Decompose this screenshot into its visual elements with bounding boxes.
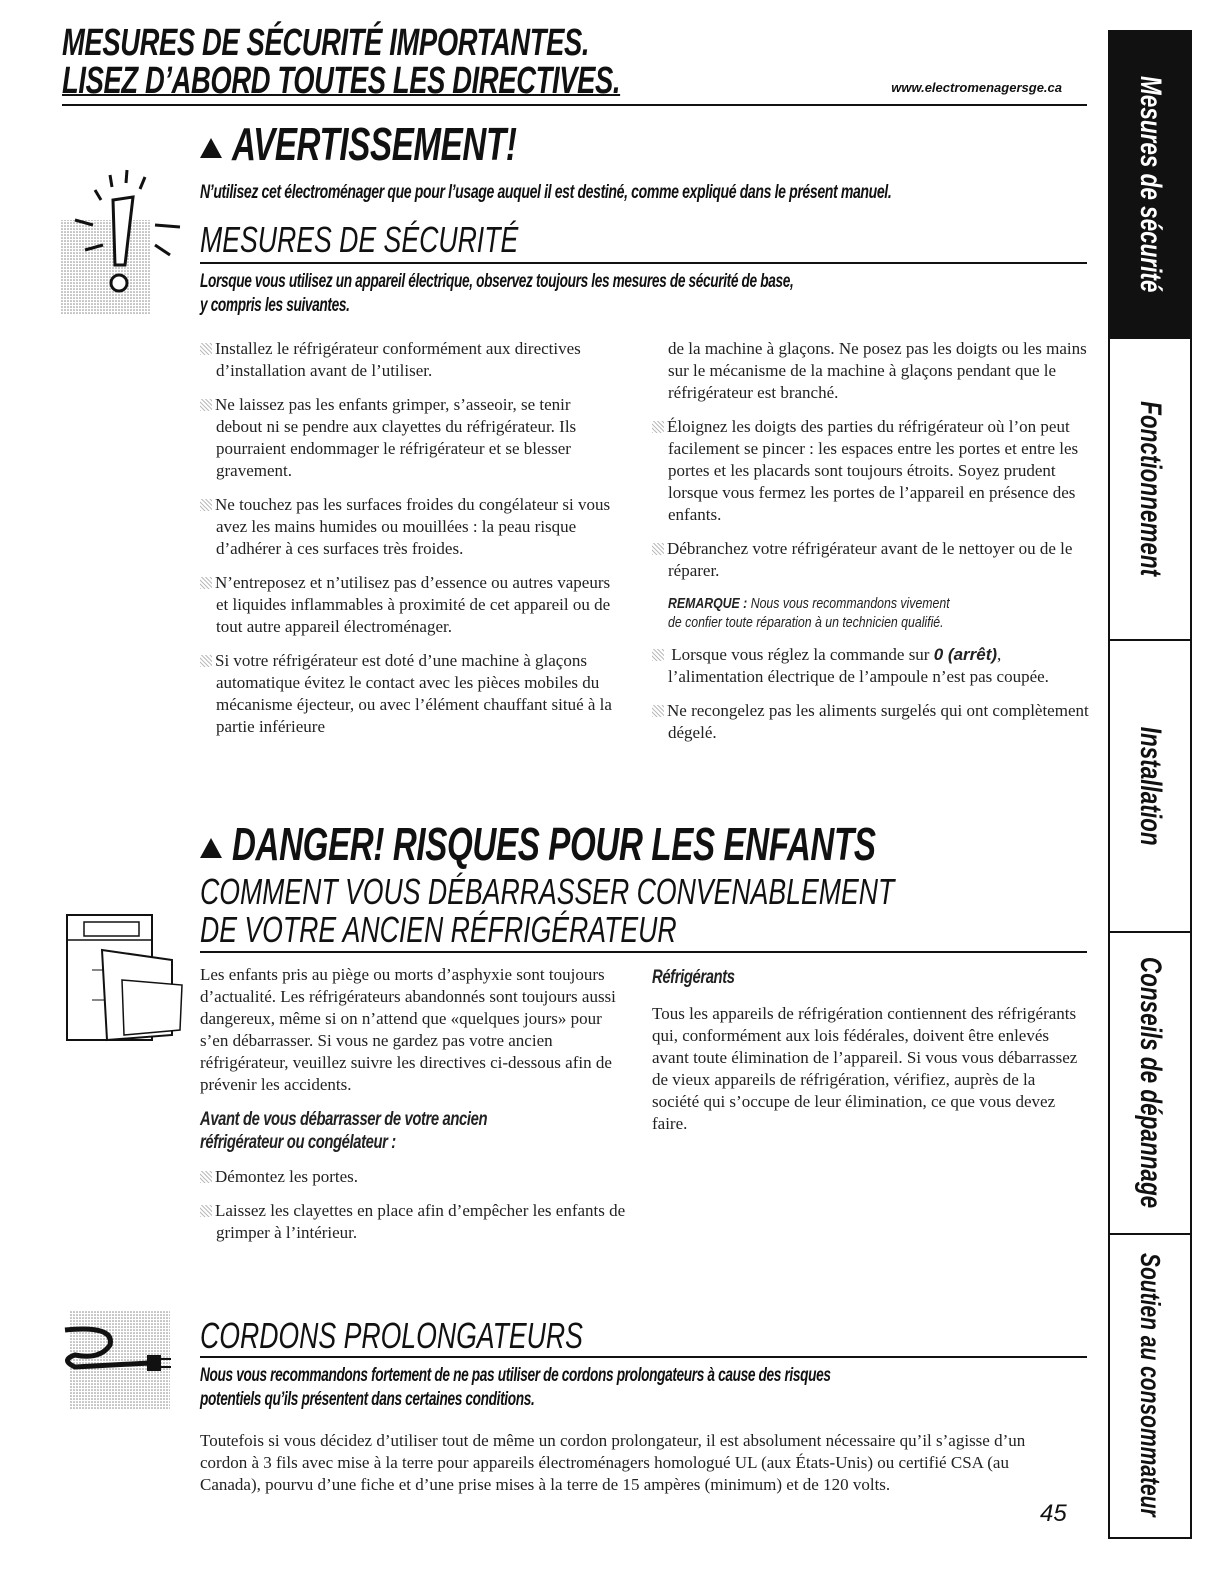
safety-item: Ne recongelez pas les aliments surgelés qui ont complètement dégelé.	[652, 700, 1092, 744]
tab-installation[interactable]: Installation	[1110, 641, 1190, 933]
danger-body: Les enfants pris au piège ou morts d’asphyxie sont toujours d’actualité. Les réfrigérateurs abandonnés sont toujours aussi dangereux, même si on n’attend que «quelques jours» pour s’en débarrasser. Si vous ne gardez pas votre ancien réfrigérateur, veuillez suivre les directives ci-dessous afin de prévenir les accidents.	[200, 965, 616, 1094]
safety-rule	[200, 262, 1087, 264]
tab-conseils-de-depannage[interactable]: Conseils de dépannage	[1110, 933, 1190, 1235]
safety-item: Débranchez votre réfrigérateur avant de le nettoyer ou de le réparer.	[652, 538, 1092, 582]
header-rule	[62, 104, 1087, 106]
tab-fonctionnement[interactable]: Fonctionnement	[1110, 339, 1190, 641]
tab-mesures-de-securite[interactable]: Mesures de sécurité	[1110, 32, 1190, 339]
danger-heading: DANGER! RISQUES POUR LES ENFANTS	[200, 818, 1126, 870]
cords-lead-2: potentiels qu’ils présentent dans certaines conditions.	[200, 1389, 535, 1410]
refrigerants-column	[652, 966, 1082, 1147]
tab-soutien-au-consommateur[interactable]: Soutien au consommateur	[1135, 1253, 1166, 1517]
page-header-line2: LISEZ D’ABORD TOUTES LES DIRECTIVES.	[62, 60, 621, 102]
exclamation-illustration-icon	[55, 165, 185, 315]
off-setting: 0 (arrêt)	[933, 645, 998, 664]
warning-triangle-icon	[200, 838, 222, 858]
section-tabs	[1108, 30, 1192, 1539]
page-header-line1: MESURES DE SÉCURITÉ IMPORTANTES.	[62, 22, 590, 64]
disposal-step: Laissez les clayettes en place afin d’empêcher les enfants de grimper à l’intérieur.	[200, 1200, 630, 1244]
safety-lead-1: Lorsque vous utilisez un appareil électrique, observez toujours les mesures de sécurité de base,	[200, 271, 794, 292]
warning-heading: AVERTISSEMENT!	[200, 118, 627, 170]
cords-rule	[200, 1356, 1087, 1358]
warning-intro: N’utilisez cet électroménager que pour l’usage auquel il est destiné, comme expliqué dans le présent manuel.	[200, 182, 892, 203]
danger-rule	[200, 951, 1087, 953]
refrigerator-illustration-icon	[62, 910, 192, 1050]
safety-title: MESURES DE SÉCURITÉ	[200, 219, 519, 260]
safety-left-column	[200, 338, 620, 750]
note: REMARQUE : Nous vous recommandons vivement de confier toute réparation à un technicien qualifié.	[668, 595, 950, 631]
refrigerants-body: Tous les appareils de réfrigération contiennent des réfrigérants qui, conformément aux lois fédérales, doivent être enlevés avant toute élimination de l’appareil. Si vous vous débarrassez de vieux appareils de réfrigération, vérifiez, auprès de la société qui s’occupe de leur élimination, ce que vous devez faire.	[652, 1004, 1078, 1133]
power-cord-illustration-icon	[55, 1305, 180, 1410]
website-link[interactable]: www.electromenagersge.ca	[891, 80, 1062, 95]
safety-right-column	[652, 338, 1092, 756]
cords-body: Toutefois si vous décidez d’utiliser tout de même un cordon prolongateur, il est absolument nécessaire qu’il s’agisse d’un cordon à 3 fils avec mise à la terre pour appareils électroménagers homologué UL (aux États-Unis) ou certifié CSA (au Canada), pourvu d’une fiche et d’une prise mises à la terre de 15 ampères (minimum) et de 120 volts.	[200, 1431, 1026, 1494]
safety-item: Si votre réfrigérateur est doté d’une machine à glaçons automatique évitez le contact avec les pièces mobiles du mécanisme éjecteur, ou avec l’élément chauffant situé à la partie inférieure	[200, 650, 620, 738]
danger-left-column	[200, 964, 630, 1256]
warning-triangle-icon	[200, 138, 222, 158]
safety-item-continuation: de la machine à glaçons. Ne posez pas les doigts ou les mains sur le mécanisme de la machine à glaçons pendant que le réfrigérateur est branché.	[668, 339, 1087, 402]
refrigerants-title: Réfrigérants	[652, 967, 735, 988]
note-label: REMARQUE :	[668, 595, 748, 612]
cords-lead-1: Nous vous recommandons fortement de ne pas utiliser de cordons prolongateurs à cause des risques	[200, 1365, 831, 1386]
safety-item: Lorsque vous réglez la commande sur 0 (arrêt), l’alimentation électrique de l’ampoule n’est pas coupée.	[652, 644, 1092, 688]
danger-subtitle-1: COMMENT VOUS DÉBARRASSER CONVENABLEMENT	[200, 871, 895, 912]
safety-lead-2: y compris les suivantes.	[200, 295, 350, 316]
page-number: 45	[1040, 1500, 1067, 1527]
disposal-step: Démontez les portes.	[200, 1166, 630, 1188]
before-title-2: réfrigérateur ou congélateur :	[200, 1132, 396, 1153]
safety-item: Ne laissez pas les enfants grimper, s’asseoir, se tenir debout ni se pendre aux clayettes du réfrigérateur. Ils pourraient endommager le réfrigérateur et se blesser gravement.	[200, 394, 620, 482]
cords-title: CORDONS PROLONGATEURS	[200, 1315, 583, 1356]
safety-item: Installez le réfrigérateur conformément aux directives d’installation avant de l’utiliser.	[200, 338, 620, 382]
safety-item: Éloignez les doigts des parties du réfrigérateur où l’on peut facilement se pincer : les espaces entre les portes et entre les portes et les placards sont toujours étroits. Soyez prudent lorsque vous fermez les portes de l’appareil en présence des enfants.	[652, 416, 1092, 526]
before-title-1: Avant de vous débarrasser de votre ancien	[200, 1109, 488, 1130]
safety-item: N’entreposez et n’utilisez pas d’essence ou autres vapeurs et liquides inflammables à proximité de cet appareil ou de tout autre appareil électroménager.	[200, 572, 620, 638]
safety-item: Ne touchez pas les surfaces froides du congélateur si vous avez les mains humides ou mouillées : la peau risque d’adhérer à ces surfaces très froides.	[200, 494, 620, 560]
danger-subtitle-2: DE VOTRE ANCIEN RÉFRIGÉRATEUR	[200, 909, 677, 950]
